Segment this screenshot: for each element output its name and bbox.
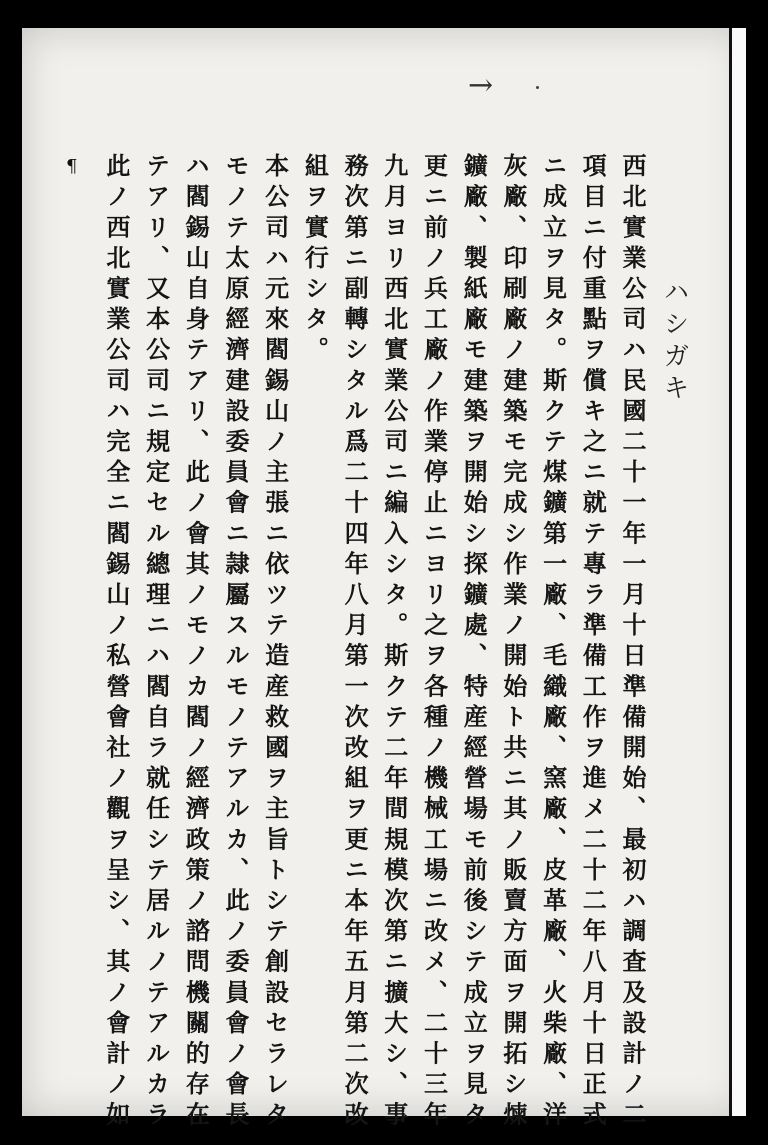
pilcrow-mark: ¶ [66,156,78,177]
scanned-page [22,28,746,1133]
text-column: ハ閻錫山自身テアリ、此ノ會其ノモノカ閻ノ經濟政策ノ諮問機關的存在 [181,153,211,1133]
vertical-text-body [82,153,652,1133]
text-column: 鑛廠、製紙廠モ建築ヲ開始シ探鑛處、特産經營場モ前後シテ成立ヲ見タ [459,153,489,1133]
margin-heading: ハシガキ [659,278,689,406]
page-edge [729,28,746,1116]
text-column: 灰廠、印刷廠ノ建築モ完成シ作業ノ開始ト共ニ其ノ販賣方面ヲ開拓シ煉 [498,153,528,1133]
ink-dot [536,86,539,89]
text-column: 西北實業公司ハ民國二十一年一月十日準備開始、最初ハ調査及設計ノ二 [618,153,647,1133]
text-column: 務次第ニ副轉シタル爲二十四年八月第一次改組ヲ更ニ本年五月第二次改 [340,153,370,1133]
text-column: モノテ太原經濟建設委員會ニ隷屬スルモノテアルカ、此ノ委員會ノ會長 [220,153,250,1133]
text-column: 此ノ西北實業公司ハ完全ニ閻錫山ノ私營會社ノ觀ヲ呈シ、其ノ會計ノ如 [101,153,131,1133]
text-column: 本公司ハ元來閻錫山ノ主張ニ依ツテ造産救國ヲ主旨トシテ創設セラレタ [260,153,290,1133]
marginal-arrow-mark: → [468,68,494,103]
text-column: テアリ、又本公司ニ規定セル總理ニハ閻自ラ就任シテ居ルノテアルカラ [141,153,171,1133]
text-column: 項目ニ付重點ヲ償キ之ニ就テ專ラ準備工作ヲ進メ二十二年八月十日正式 [578,153,608,1133]
text-column: 更ニ前ノ兵工廠ノ作業停止ニヨリ之ヲ各種ノ機械工場ニ改メ、二十三年 [419,153,449,1133]
text-column: ニ成立ヲ見タ。斯クテ煤鑛第一廠、毛織廠、窯廠、皮革廠、火柴廠、洋 [538,153,568,1133]
text-column: 組ヲ實行シタ。 [300,153,330,368]
text-column: 九月ヨリ西北實業公司ニ編入シタ。斯クテ二年間規模次第ニ擴大シ、事 [379,153,409,1133]
